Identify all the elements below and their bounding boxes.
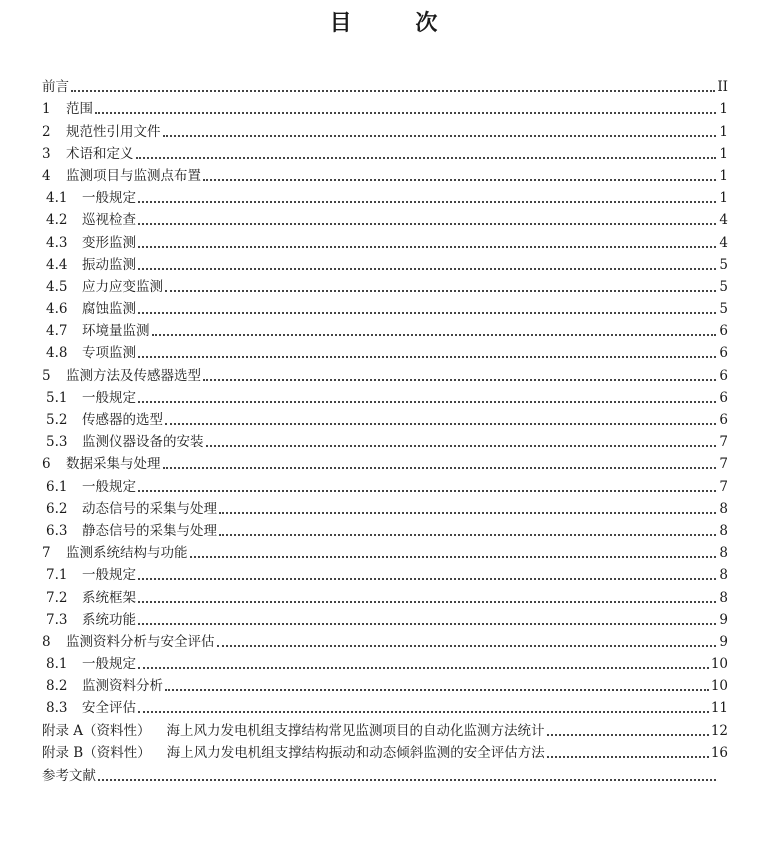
toc-entry-label: 一般规定 bbox=[82, 478, 136, 495]
toc-entry[interactable] bbox=[42, 694, 728, 716]
toc-entry-number: 7.1 bbox=[46, 567, 68, 584]
toc-entry[interactable] bbox=[42, 317, 728, 339]
toc-entry-page: 6 bbox=[719, 389, 728, 406]
toc-entry-number: 附录 A（资料性） bbox=[42, 722, 151, 739]
toc-entry[interactable] bbox=[42, 406, 728, 428]
toc-entry-label: 专项监测 bbox=[82, 345, 136, 362]
toc-entry-number: 6.1 bbox=[46, 478, 68, 495]
toc-entry-number: 4.6 bbox=[46, 301, 68, 318]
page-title: 目 次 bbox=[329, 10, 466, 36]
toc-entry-page: 8 bbox=[719, 500, 728, 517]
toc-entry-number: 6 bbox=[42, 456, 51, 473]
toc-entry-label: 海上风力发电机组支撑结构振动和动态倾斜监测的安全评估方法 bbox=[166, 745, 545, 762]
dot-leader bbox=[138, 222, 716, 225]
toc-entry-label: 监测系统结构与功能 bbox=[66, 545, 188, 562]
toc-entry-label: 术语和定义 bbox=[66, 145, 134, 162]
toc-entry-number: 7.3 bbox=[46, 611, 68, 628]
toc-entry-number: 6.3 bbox=[46, 522, 68, 539]
toc-entry-label: 腐蚀监测 bbox=[82, 301, 136, 318]
toc-entry-label: 参考文献 bbox=[42, 767, 96, 784]
toc-entry-number: 5.2 bbox=[46, 412, 68, 428]
toc-entry-page: 10 bbox=[710, 656, 728, 673]
toc-entry-label: 一般规定 bbox=[82, 389, 136, 406]
toc-entry-page: 1 bbox=[719, 101, 728, 118]
toc-entry-number: 4.1 bbox=[46, 190, 68, 207]
toc-entry-label: 数据采集与处理 bbox=[66, 456, 161, 473]
toc-entry-label: 安全评估 bbox=[82, 700, 136, 717]
dot-leader bbox=[190, 555, 717, 558]
toc-entry-page: 7 bbox=[719, 478, 728, 495]
toc-entry-label: 一般规定 bbox=[82, 190, 136, 207]
toc-entry-page: 6 bbox=[719, 412, 728, 428]
toc-entry[interactable] bbox=[42, 73, 728, 95]
toc-entry-number: 2 bbox=[42, 123, 51, 140]
toc-entry-label: 系统功能 bbox=[82, 611, 136, 628]
toc-entry-label: 一般规定 bbox=[82, 567, 136, 584]
toc-entry-number: 8 bbox=[42, 633, 51, 650]
toc-entry-number: 8.1 bbox=[46, 656, 68, 673]
dot-leader bbox=[203, 178, 716, 181]
toc-entry-page: 1 bbox=[719, 123, 728, 140]
toc-entry-page: II bbox=[717, 79, 728, 96]
toc-entry-page: 1 bbox=[719, 190, 728, 207]
toc-entry[interactable] bbox=[42, 539, 728, 561]
toc-entry-label: 海上风力发电机组支撑结构常见监测项目的自动化监测方法统计 bbox=[166, 722, 545, 739]
dot-leader bbox=[138, 355, 716, 358]
toc-entry[interactable] bbox=[42, 716, 728, 739]
toc-entry[interactable] bbox=[42, 273, 728, 295]
dot-leader bbox=[138, 489, 716, 492]
dot-leader bbox=[138, 245, 716, 248]
toc-entry[interactable] bbox=[42, 517, 728, 539]
toc-entry-label: 系统框架 bbox=[82, 589, 136, 606]
toc-entry-page: 5 bbox=[719, 256, 728, 273]
toc-entry-number: 1 bbox=[42, 101, 51, 118]
dot-leader bbox=[206, 444, 717, 447]
dot-leader bbox=[547, 755, 709, 758]
toc-entry-number: 4.2 bbox=[46, 212, 68, 229]
toc-entry-number: 5.3 bbox=[46, 434, 68, 451]
dot-leader bbox=[219, 511, 716, 514]
toc-entry[interactable] bbox=[42, 472, 728, 494]
toc-entry-label: 动态信号的采集与处理 bbox=[82, 500, 217, 517]
toc-entry-label: 应力应变监测 bbox=[82, 278, 163, 295]
toc-entry[interactable] bbox=[42, 339, 728, 361]
toc-entry-label: 变形监测 bbox=[82, 234, 136, 251]
dot-leader bbox=[163, 466, 717, 469]
toc-entry-label: 监测资料分析 bbox=[82, 678, 163, 695]
dot-leader bbox=[547, 733, 709, 736]
toc-entry[interactable] bbox=[42, 140, 728, 162]
toc-entry-page: 16 bbox=[710, 745, 728, 762]
toc-entry-number: 4.3 bbox=[46, 234, 68, 251]
toc-entry-number: 4.4 bbox=[46, 256, 68, 273]
toc-entry[interactable] bbox=[42, 206, 728, 228]
toc-entry-page: 6 bbox=[719, 345, 728, 362]
toc-entry-label: 一般规定 bbox=[82, 656, 136, 673]
toc-entry-page: 10 bbox=[710, 678, 728, 695]
toc-entry-number: 8.2 bbox=[46, 678, 68, 695]
toc-entry-page: 8 bbox=[719, 545, 728, 562]
toc-entry-label: 前言 bbox=[42, 79, 69, 96]
toc-entry-page: 5 bbox=[719, 301, 728, 318]
toc-entry[interactable] bbox=[42, 361, 728, 383]
toc-entry-number: 附录 B（资料性） bbox=[42, 745, 151, 762]
toc-entry-label: 监测项目与监测点布置 bbox=[66, 167, 201, 184]
toc-entry[interactable] bbox=[42, 228, 728, 250]
dot-leader bbox=[165, 289, 716, 292]
toc-entry-page: 8 bbox=[719, 522, 728, 539]
dot-leader bbox=[136, 156, 717, 159]
toc-entry-page: 7 bbox=[719, 434, 728, 451]
toc-entry[interactable] bbox=[42, 761, 728, 783]
toc-entry-number: 6.2 bbox=[46, 500, 68, 517]
toc-entry-label: 传感器的选型 bbox=[82, 412, 163, 428]
toc-entry-label: 范围 bbox=[66, 101, 93, 118]
dot-leader bbox=[98, 778, 716, 781]
toc-entry[interactable] bbox=[42, 495, 728, 517]
toc-entry-page: 11 bbox=[710, 700, 728, 717]
toc-entry-page: 9 bbox=[719, 611, 728, 628]
toc-entry-number: 4.7 bbox=[46, 323, 68, 340]
toc-entry-page: 7 bbox=[719, 456, 728, 473]
toc-entry-number: 4 bbox=[42, 167, 51, 184]
toc-entry-label: 规范性引用文件 bbox=[66, 123, 161, 140]
toc-entry[interactable] bbox=[42, 428, 728, 450]
toc-entry-page: 8 bbox=[719, 567, 728, 584]
dot-leader bbox=[138, 600, 716, 603]
toc-entry[interactable] bbox=[42, 450, 728, 472]
toc-entry[interactable] bbox=[42, 251, 728, 273]
dot-leader bbox=[138, 710, 709, 713]
toc-entry[interactable] bbox=[42, 606, 728, 628]
dot-leader bbox=[138, 311, 716, 314]
toc-entry-page: 4 bbox=[719, 212, 728, 229]
toc-entry[interactable] bbox=[42, 561, 728, 583]
dot-leader bbox=[165, 422, 716, 425]
toc-entry[interactable] bbox=[42, 117, 728, 139]
toc-entry[interactable] bbox=[42, 384, 728, 406]
toc-entry[interactable] bbox=[42, 628, 728, 650]
toc-entry[interactable] bbox=[42, 650, 728, 672]
toc-entry-number: 8.3 bbox=[46, 700, 68, 717]
toc-entry-number: 7.2 bbox=[46, 589, 68, 606]
dot-leader bbox=[138, 200, 716, 203]
toc-entry-page: 9 bbox=[719, 633, 728, 650]
dot-leader bbox=[163, 134, 717, 137]
toc-entry-page: 8 bbox=[719, 589, 728, 606]
toc-entry-page: 1 bbox=[719, 167, 728, 184]
toc-entry-number: 5 bbox=[42, 367, 51, 384]
toc-entry-label: 环境量监测 bbox=[82, 323, 150, 340]
toc-entry-number: 4.8 bbox=[46, 345, 68, 362]
dot-leader bbox=[95, 111, 716, 114]
toc-entry-number: 3 bbox=[42, 145, 51, 162]
toc-entry-number: 5.1 bbox=[46, 389, 68, 406]
toc-entry-number: 4.5 bbox=[46, 278, 68, 295]
dot-leader bbox=[217, 644, 717, 647]
dot-leader bbox=[138, 577, 716, 580]
toc-entry-label: 监测仪器设备的安装 bbox=[82, 434, 204, 451]
toc-entry-label: 巡视检查 bbox=[82, 212, 136, 229]
toc-entry[interactable] bbox=[42, 162, 728, 184]
dot-leader bbox=[203, 378, 716, 381]
toc-entry[interactable] bbox=[42, 739, 728, 762]
toc-entry[interactable] bbox=[42, 295, 728, 317]
toc-entry[interactable] bbox=[42, 583, 728, 605]
toc-entry-label: 监测方法及传感器选型 bbox=[66, 367, 201, 384]
toc-entry[interactable] bbox=[42, 95, 728, 117]
dot-leader bbox=[138, 666, 709, 669]
dot-leader bbox=[165, 688, 709, 691]
dot-leader bbox=[152, 333, 717, 336]
dot-leader bbox=[219, 533, 716, 536]
toc-entry-page: 1 bbox=[719, 145, 728, 162]
toc-entry-label: 静态信号的采集与处理 bbox=[82, 522, 217, 539]
toc-entry-label: 振动监测 bbox=[82, 256, 136, 273]
toc-entry-label: 监测资料分析与安全评估 bbox=[66, 633, 215, 650]
toc-entry[interactable] bbox=[42, 672, 728, 694]
toc-entry-page: 6 bbox=[719, 323, 728, 340]
toc-entry-page: 12 bbox=[710, 722, 728, 739]
table-of-contents bbox=[42, 73, 728, 784]
toc-entry-page: 6 bbox=[719, 367, 728, 384]
dot-leader bbox=[138, 267, 716, 270]
toc-entry-page: 4 bbox=[719, 234, 728, 251]
dot-leader bbox=[138, 622, 716, 625]
toc-entry[interactable] bbox=[42, 184, 728, 206]
toc-entry-page: 5 bbox=[719, 278, 728, 295]
toc-entry-number: 7 bbox=[42, 545, 51, 562]
dot-leader bbox=[138, 400, 716, 403]
dot-leader bbox=[71, 89, 715, 92]
